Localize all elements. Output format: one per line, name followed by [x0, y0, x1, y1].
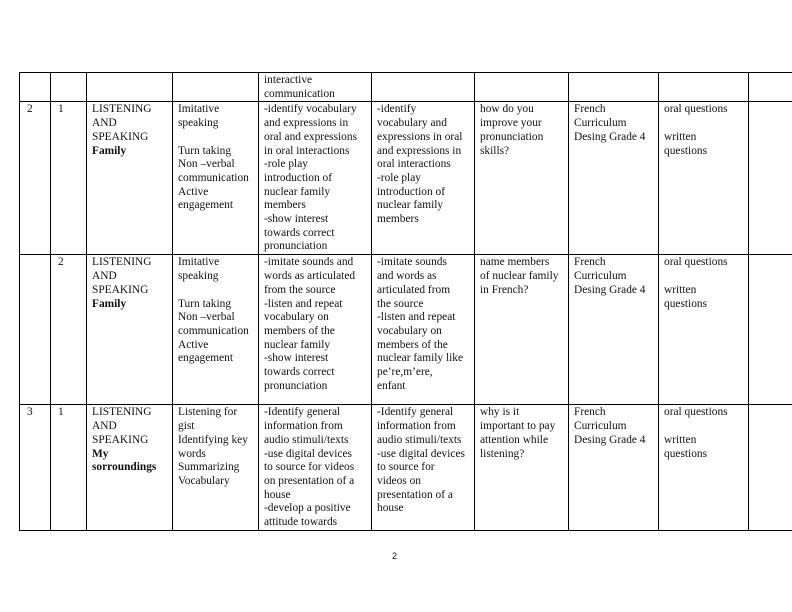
cell-resources: French Curriculum Desing Grade 4 [569, 102, 659, 255]
cell-skills [173, 73, 259, 102]
cell-assessment: oral questions written questions [659, 405, 749, 531]
cell-experiences [372, 73, 475, 102]
cell-skills: Listening for gist Identifying key words Summarizing Vocabulary [173, 405, 259, 531]
page-number: 2 [392, 551, 398, 561]
scheme-of-work-table [19, 72, 792, 531]
strand-text: LISTENING AND SPEAKING [92, 406, 152, 446]
sub-strand-text: Family [92, 144, 127, 157]
cell-outcomes: -Identify general information from audio stimuli/texts -use digital devices to source for videos on presentation of a house -develop a positive attitude towards [259, 405, 372, 531]
cell-experiences: -Identify general information from audio stimuli/texts -use digital devices to source for videos on presentation of a house [372, 405, 475, 531]
strand-text: LISTENING AND SPEAKING [92, 103, 152, 143]
cell-resources [569, 73, 659, 102]
cell-inquiry: why is it important to pay attention while listening? [475, 405, 569, 531]
cell-strand [87, 102, 173, 255]
cell-lesson [51, 73, 87, 102]
cell-week [20, 73, 51, 102]
cell-experiences: -imitate sounds and words as articulated from the source -listen and repeat vocabulary on members of the nuclear family like pe’re,m’ere, enfant [372, 255, 475, 405]
cell-resources: French Curriculum Desing Grade 4 [569, 405, 659, 531]
sub-strand-text: Family [92, 297, 127, 310]
cell-strand [87, 255, 173, 405]
cell-strand [87, 405, 173, 531]
cell-remarks [749, 102, 792, 255]
table-row [20, 102, 792, 255]
cell-outcomes: -identify vocabulary and expressions in oral and expressions in oral interactions -role play introduction of nuclear family members -show interest towards correct pronunciation [259, 102, 372, 255]
strand-text: LISTENING AND SPEAKING [92, 256, 152, 296]
table-row [20, 405, 792, 531]
cell-inquiry [475, 73, 569, 102]
cell-assessment: oral questions written questions [659, 255, 749, 405]
cell-inquiry: how do you improve your pronunciation skills? [475, 102, 569, 255]
cell-week: 3 [20, 405, 51, 531]
cell-remarks [749, 73, 792, 102]
cell-inquiry: name members of nuclear family in French? [475, 255, 569, 405]
table-row [20, 73, 792, 102]
cell-experiences: -identify vocabulary and expressions in oral and expressions in oral interactions -role play introduction of nuclear family members [372, 102, 475, 255]
cell-remarks [749, 255, 792, 405]
cell-outcomes: interactive communication [259, 73, 372, 102]
cell-week: 2 [20, 102, 51, 255]
cell-strand [87, 73, 173, 102]
cell-assessment [659, 73, 749, 102]
cell-skills: Imitative speaking Turn taking Non –verbal communication Active engagement [173, 102, 259, 255]
cell-skills: Imitative speaking Turn taking Non –verbal communication Active engagement [173, 255, 259, 405]
cell-lesson: 1 [51, 102, 87, 255]
cell-lesson: 2 [51, 255, 87, 405]
cell-outcomes: -imitate sounds and words as articulated from the source -listen and repeat vocabulary on members of the nuclear family -show interest towards correct pronunciation [259, 255, 372, 405]
cell-resources: French Curriculum Desing Grade 4 [569, 255, 659, 405]
table-row [20, 255, 792, 405]
sub-strand-text: My sorroundings [92, 447, 157, 474]
cell-assessment: oral questions written questions [659, 102, 749, 255]
cell-lesson: 1 [51, 405, 87, 531]
cell-week [20, 255, 51, 405]
cell-remarks [749, 405, 792, 531]
